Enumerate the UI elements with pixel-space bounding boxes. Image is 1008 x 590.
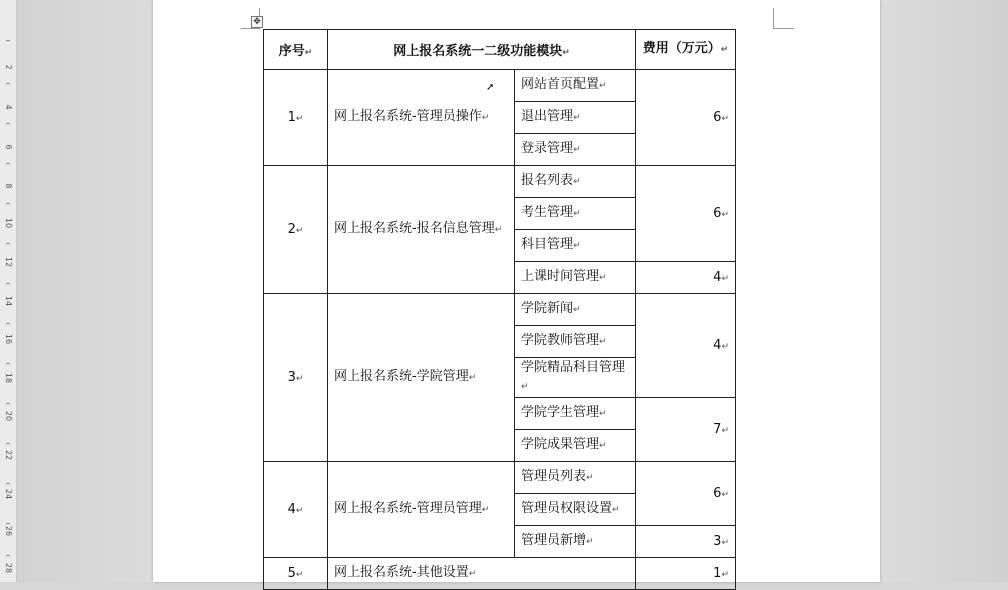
row-number[interactable]: 2↵: [264, 166, 328, 294]
ruler-label: 4: [4, 104, 13, 110]
ruler-tick: [6, 203, 10, 204]
ruler-label: 2: [4, 64, 13, 70]
ruler-tick: [6, 323, 10, 324]
ruler-tick: [6, 483, 10, 484]
cost-cell[interactable]: 7↵: [636, 398, 736, 462]
ruler-tick: [6, 40, 10, 41]
table-row: [264, 166, 736, 198]
sub-module[interactable]: 学院成果管理↵: [515, 430, 636, 462]
sub-module[interactable]: 网站首页配置↵: [515, 70, 636, 102]
ruler-tick: [6, 283, 10, 284]
ruler-label: 10: [4, 217, 13, 229]
table-row: [264, 294, 736, 326]
fee-table[interactable]: [263, 29, 736, 590]
module-name[interactable]: 网上报名系统-管理员操作↵: [328, 70, 515, 166]
ruler-tick: [6, 163, 10, 164]
ruler-label: 18: [4, 372, 13, 384]
ruler-label: 24: [4, 488, 13, 500]
ruler-label: 14: [4, 295, 13, 307]
sub-module[interactable]: 管理员新增↵: [515, 526, 636, 558]
sub-module[interactable]: 上课时间管理↵: [515, 262, 636, 294]
table-row: [264, 70, 736, 102]
cost-cell[interactable]: 4↵: [636, 262, 736, 294]
row-number[interactable]: 1↵: [264, 70, 328, 166]
sub-module[interactable]: 科目管理↵: [515, 230, 636, 262]
ruler-tick: [6, 443, 10, 444]
sub-module[interactable]: 管理员列表↵: [515, 462, 636, 494]
sub-module[interactable]: 学院教师管理↵: [515, 326, 636, 358]
ruler-label: 26: [4, 525, 13, 537]
cost-cell[interactable]: 3↵: [636, 526, 736, 558]
table-row: [264, 462, 736, 494]
row-number[interactable]: 3↵: [264, 294, 328, 462]
header-cost: 费用（万元）↵: [636, 30, 736, 70]
row-number[interactable]: 4↵: [264, 462, 328, 558]
module-name[interactable]: 网上报名系统-管理员管理↵: [328, 462, 515, 558]
cost-cell[interactable]: 1↵: [636, 558, 736, 590]
ruler-tick: [6, 243, 10, 244]
ruler-label: 8: [4, 183, 13, 189]
table-move-handle-icon[interactable]: ✥: [251, 16, 263, 28]
sub-module[interactable]: 退出管理↵: [515, 102, 636, 134]
ruler-tick: [6, 83, 10, 84]
header-row: [264, 30, 736, 70]
sub-module[interactable]: 学院学生管理↵: [515, 398, 636, 430]
sub-module[interactable]: 学院新闻↵: [515, 294, 636, 326]
ruler-label: 20: [4, 410, 13, 422]
sub-module[interactable]: 考生管理↵: [515, 198, 636, 230]
ruler-tick: [6, 523, 10, 524]
ruler-label: 12: [4, 256, 13, 268]
document-page[interactable]: [153, 0, 880, 582]
cost-cell[interactable]: 6↵: [636, 70, 736, 166]
ruler-tick: [6, 555, 10, 556]
ruler-tick: [6, 363, 10, 364]
crop-mark-right: [773, 8, 794, 29]
ruler-label: 6: [4, 144, 13, 150]
ruler-tick: [6, 403, 10, 404]
sub-module[interactable]: 登录管理↵: [515, 134, 636, 166]
table-row: [264, 558, 736, 590]
sub-module[interactable]: 学院精品科目管理↵: [515, 358, 636, 398]
sub-module[interactable]: 管理员权限设置↵: [515, 494, 636, 526]
cursor-arrow-icon: ➚: [486, 82, 495, 93]
right-gutter: [880, 0, 1008, 582]
left-gutter: [17, 0, 153, 582]
ruler-label: 28: [4, 562, 13, 574]
row-number[interactable]: 5↵: [264, 558, 328, 590]
ruler-tick: [6, 123, 10, 124]
header-no: 序号↵: [264, 30, 328, 70]
ruler-label: 16: [4, 333, 13, 345]
module-name[interactable]: 网上报名系统-报名信息管理↵: [328, 166, 515, 294]
cost-cell[interactable]: 4↵: [636, 294, 736, 398]
vertical-ruler: [0, 0, 17, 582]
header-module: 网上报名系统一二级功能模块↵: [328, 30, 636, 70]
cost-cell[interactable]: 6↵: [636, 462, 736, 526]
module-name[interactable]: 网上报名系统-学院管理↵: [328, 294, 515, 462]
sub-module[interactable]: 报名列表↵: [515, 166, 636, 198]
ruler-label: 22: [4, 449, 13, 461]
cost-cell[interactable]: 6↵: [636, 166, 736, 262]
module-name[interactable]: 网上报名系统-其他设置↵: [328, 558, 636, 590]
